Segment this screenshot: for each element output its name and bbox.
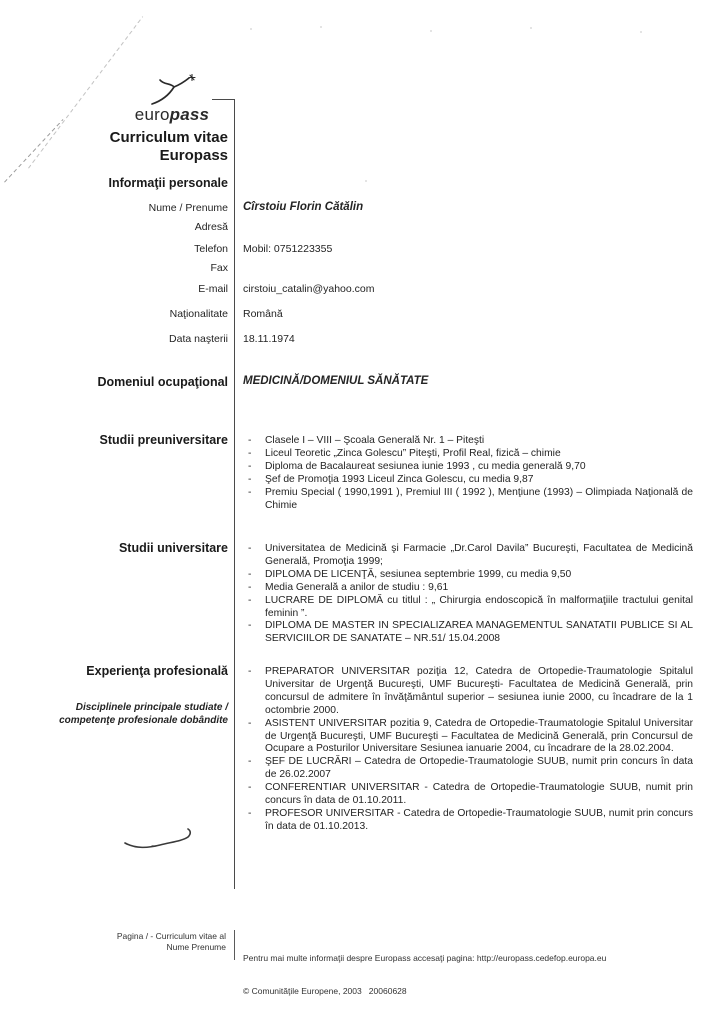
title-line-1: Curriculum vitae <box>109 129 228 146</box>
section-label-personal-info: Informaţii personale <box>108 176 228 190</box>
list-item <box>243 595 693 621</box>
list-item <box>243 474 693 487</box>
list-item-text: CONFERENTIAR UNIVERSITAR - Catedra de Ortopedie-Traumatologie SUUB, numit prin concurs în data de 01.10.2011. <box>265 782 693 807</box>
list-item-text: LUCRARE DE DIPLOMĂ cu titlul : „ Chirurgia endoscopică în malformaţiile tractului genital feminin ”. <box>265 594 693 619</box>
list-item <box>243 808 693 834</box>
footer-page-line: Pagina / - Curriculum vitae al <box>116 931 226 941</box>
field-value-email: cirstoiu_catalin@yahoo.com <box>243 283 375 295</box>
list-dash-marker: - <box>248 435 252 446</box>
list-item <box>243 718 693 757</box>
professional-experience-list <box>243 666 693 834</box>
list-dash-marker: - <box>248 594 252 606</box>
list-item <box>243 782 693 808</box>
footer-page-info <box>0 931 226 953</box>
scan-speck <box>250 28 252 30</box>
field-label-address: Adresă <box>194 221 228 233</box>
list-item <box>243 569 693 582</box>
section-label-preuniversity-studies: Studii preuniversitare <box>99 433 228 447</box>
field-value-nationality: Română <box>243 308 283 320</box>
list-item-text: PROFESOR UNIVERSITAR - Catedra de Ortopedie-Traumatologie SUUB, numit prin concurs în data de 01.10.2013. <box>265 807 693 832</box>
wordmark-pass: pass <box>169 105 210 124</box>
list-item <box>243 543 693 569</box>
handwritten-squiggle-mark <box>122 826 200 856</box>
list-item-text: Diploma de Bacalaureat sesiunea iunie 1993 , cu media generală 9,70 <box>265 460 586 472</box>
field-value-birthdate: 18.11.1974 <box>243 333 295 345</box>
footer-info-line: Pentru mai multe informaţii despre Europass accesaţi pagina: http://europass.cedefop.europa.eu <box>243 953 607 963</box>
scan-speck <box>640 31 642 33</box>
list-item <box>243 582 693 595</box>
list-item-text: ŞEF DE LUCRĂRI – Catedra de Ortopedie-Traumatologie SUUB, numit prin concurs în data de 26.02.2007 <box>265 756 693 781</box>
list-dash-marker: - <box>248 666 252 677</box>
scan-speck <box>430 30 432 32</box>
list-item-text: DIPLOMA DE LICENŢĂ, sesiunea septembrie 1999, cu media 9,50 <box>265 568 572 580</box>
list-item-text: PREPARATOR UNIVERSITAR poziţia 12, Catedra de Ortopedie-Traumatologie Spitalul Universitar de Urgenţă Bucureşti, UMF Bucureşti- Facultatea de Medicină Generală, prin concursul de admitere în învăţământul superior – sesiunea iunie 2000, cu încadrare de la 1 octombrie 2000. <box>265 666 693 716</box>
list-item <box>243 756 693 782</box>
list-dash-marker: - <box>248 473 252 485</box>
header-connector-line <box>212 99 235 100</box>
field-label-email: E-mail <box>198 283 228 295</box>
footer-divider-line <box>234 930 235 960</box>
list-item-text: Premiu Special ( 1990,1991 ), Premiul III ( 1992 ), Menţiune (1993) – Olimpiada Naţională de Chimie <box>265 486 693 511</box>
list-item <box>243 435 693 448</box>
list-item <box>243 620 693 646</box>
section-label-university-studies: Studii universitare <box>118 541 228 555</box>
list-item <box>243 448 693 461</box>
list-dash-marker: - <box>248 717 252 729</box>
list-item-text: Universitatea de Medicină şi Farmacie „Dr.Carol Davila” Bucureşti, Facultatea de Medicină Generală, Promoţia 1999; <box>265 543 693 567</box>
experience-sublabel: Disciplinele principale studiate / competenţe profesionale dobândite <box>59 702 228 726</box>
list-dash-marker: - <box>248 756 252 768</box>
list-item-text: Liceul Teoretic „Zinca Golescu” Piteşti, Profil Real, fizică – chimie <box>265 447 561 459</box>
europass-figure-icon <box>145 74 199 106</box>
list-item-text: Media Generală a anilor de studiu : 9,61 <box>265 581 449 593</box>
list-dash-marker: - <box>248 581 252 593</box>
section-label-occupational-domain: Domeniul ocupaţional <box>97 375 228 389</box>
list-dash-marker: - <box>248 620 252 632</box>
list-item <box>243 461 693 474</box>
field-label-phone: Telefon <box>194 243 228 255</box>
section-label-professional-experience: Experienţa profesională <box>86 664 228 678</box>
list-dash-marker: - <box>248 486 252 498</box>
list-dash-marker: - <box>248 782 252 794</box>
europass-wordmark <box>112 106 232 124</box>
field-label-nationality: Naţionalitate <box>169 308 228 320</box>
list-dash-marker: - <box>248 460 252 472</box>
wordmark-euro: euro <box>134 105 170 124</box>
list-dash-marker: - <box>248 807 252 819</box>
document-title <box>0 129 228 164</box>
field-label-fax: Fax <box>210 262 228 274</box>
list-dash-marker: - <box>248 568 252 580</box>
list-item-text: Şef de Promoţia 1993 Liceul Zinca Golescu, cu media 9,87 <box>265 473 534 485</box>
scan-speck <box>530 27 532 29</box>
field-label-name: Nume / Prenume <box>148 202 228 214</box>
field-value-name: Cîrstoiu Florin Cătălin <box>243 201 364 213</box>
university-studies-list <box>243 543 693 646</box>
preuniversity-studies-list <box>243 435 693 512</box>
scan-speck <box>365 180 367 182</box>
list-dash-marker: - <box>248 447 252 459</box>
scan-speck <box>320 26 322 28</box>
field-label-birthdate: Data naşterii <box>169 333 228 345</box>
list-dash-marker: - <box>248 543 252 554</box>
footer-name-line: Nume Prenume <box>166 942 226 952</box>
occupational-domain-value: MEDICINĂ/DOMENIUL SĂNĂTATE <box>243 375 429 387</box>
list-item-text: Clasele I – VIII – Şcoala Generală Nr. 1 – Piteşti <box>265 435 485 446</box>
column-divider-line <box>234 99 235 889</box>
list-item-text: ASISTENT UNIVERSITAR pozitia 9, Catedra de Ortopedie-Traumatologie Spitalul Universitar de Urgenţă Bucureşti, UMF Bucureşti – Facultatea de Medicină Generală, prin Concursul de Ocupare a Posturilor Universitare Sesiunea ianuarie 2004, cu încadrare de la 28.02.2004. <box>265 717 693 755</box>
list-item <box>243 666 693 718</box>
footer-copyright-line: © Comunităţile Europene, 2003 20060628 <box>243 986 407 996</box>
title-line-2: Europass <box>159 146 228 164</box>
footer-europass-info <box>243 931 703 1019</box>
list-item-text: DIPLOMA DE MASTER IN SPECIALIZAREA MANAGEMENTUL SANATATII PUBLICE SI AL SERVICIILOR DE SANATATE – NR.51/ 15.04.2008 <box>265 620 693 645</box>
field-value-phone: Mobil: 0751223355 <box>243 243 333 255</box>
list-item <box>243 487 693 513</box>
